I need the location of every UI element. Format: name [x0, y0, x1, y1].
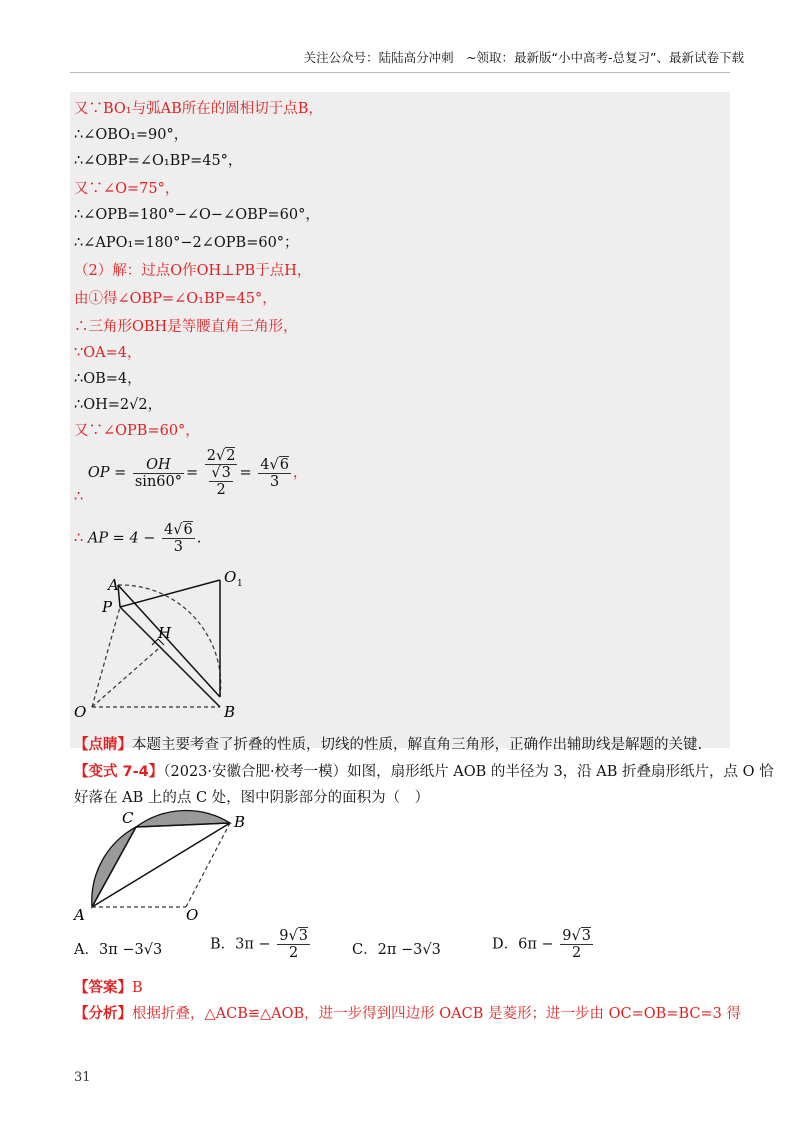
option-b[interactable]	[210, 928, 312, 961]
therefore-symbol: ∴	[74, 489, 84, 505]
op-expression: OP =	[87, 465, 127, 481]
problem-line-1	[74, 760, 774, 781]
comment-line	[74, 733, 702, 754]
problem-line-2: 好落在 AB 上的点 C 处，图中阴影部分的面积为（ ）	[74, 790, 430, 806]
solution-line-2: ∴∠OBO₁=90°，	[74, 127, 189, 143]
fig1-label-o: O	[74, 703, 87, 721]
analysis-text: 根据折叠，△ACB≌△AOB，进一步得到四边形 OACB 是菱形；进一步由 OC=OB=BC=3 得	[132, 1006, 741, 1022]
page-number: 31	[74, 1070, 91, 1085]
fraction-2root2-root3: $\frac{2√2}{\frac{√3}{2}}$	[206, 448, 236, 498]
option-d[interactable]	[492, 928, 595, 961]
option-d-fraction: $\frac{9√3}{2}$	[562, 928, 591, 961]
fraction-4root6-3: $\frac{4√6}{3}$	[260, 456, 289, 490]
fig1-label-b: B	[224, 703, 236, 721]
answer-value: B	[132, 980, 143, 996]
page-header: 关注公众号：陆陆高分冲刺 ~领取：最新版“小中高考-总复习”、最新试卷下载	[303, 50, 744, 65]
solution-line-14: ∴ OP = $\frac{OH}{\sin 60^\circ}$ = $\frac{2√2}{\frac{√3}{2}}$ = $\frac{4√6}{3}$ ，	[74, 448, 308, 505]
solution-line-6: ∴∠APO₁=180°−2∠OPB=60°；	[74, 235, 299, 251]
solution-line-3: ∴∠OBP=∠O₁BP=45°，	[74, 153, 243, 169]
ap-expression: AP = 4 −	[87, 530, 156, 547]
option-d-label: D．6π −	[492, 936, 554, 953]
option-a[interactable]: A．3π −3√3	[74, 942, 163, 958]
problem-text-1: （2023·安徽合肥·校考一模）如图，扇形纸片 AOB 的半径为 3，沿 AB 折叠扇形纸片，点 O 恰	[163, 764, 774, 780]
fraction-oh-sin60: $\frac{OH}{\sin 60^\circ}$	[134, 456, 182, 490]
solution-line-8: 由①得∠OBP=∠O₁BP=45°，	[74, 291, 277, 307]
comment-text: 本题主要考查了折叠的性质，切线的性质，解直角三角形，正确作出辅助线是解题的关键.	[132, 737, 703, 753]
analysis-tag: 【分析】	[74, 1006, 132, 1022]
fig1-label-p: P	[102, 598, 113, 616]
solution-line-1: 又∵BO₁与弧AB所在的圆相切于点B，	[74, 101, 323, 117]
solution-line-9: ∴三角形OBH是等腰直角三角形，	[74, 319, 298, 335]
solution-line-4: 又∵∠O=75°，	[74, 181, 180, 197]
fraction-ap: $\frac{4√6}{3}$	[164, 522, 193, 555]
fig1-label-o1-subscript: 1	[237, 579, 243, 589]
option-b-label: B．3π −	[210, 936, 271, 953]
answer-tag: 【答案】	[74, 980, 132, 996]
solution-line-13: 又∵∠OPB=60°，	[74, 423, 200, 439]
fig1-label-h: H	[158, 624, 172, 642]
header-divider	[70, 72, 730, 73]
fig2-label-c: C	[122, 809, 134, 827]
fig2-label-o: O	[186, 906, 199, 924]
solution-line-11: ∴OB=4，	[74, 371, 142, 387]
therefore-symbol-2: ∴	[74, 530, 84, 547]
solution-line-15: ∴ AP = 4 − $\frac{4√6}{3}$ .	[74, 522, 202, 555]
solution-line-5: ∴∠OPB=180°−∠O−∠OBP=60°，	[74, 207, 320, 223]
figure-2-sector-diagram	[70, 805, 260, 925]
solution-line-12: ∴OH=2√2，	[74, 397, 163, 413]
option-c[interactable]: C．2π −3√3	[352, 942, 441, 958]
fig1-label-a: A	[108, 576, 119, 594]
analysis-line	[74, 1002, 741, 1023]
option-b-fraction: $\frac{9√3}{2}$	[279, 928, 308, 961]
comment-tag: 【点睛】	[74, 737, 132, 753]
solution-line-10: ∵OA=4，	[74, 345, 142, 361]
fig2-label-a: A	[74, 906, 85, 924]
solution-line-7: （2）解：过点O作OH⊥PB于点H，	[74, 263, 312, 279]
figure-1-fold-diagram	[70, 565, 270, 725]
problem-tag: 【变式 7-4】	[74, 764, 164, 780]
fig2-label-b: B	[234, 813, 246, 831]
answer-line	[74, 976, 143, 997]
fig1-label-o1: O	[224, 568, 237, 586]
